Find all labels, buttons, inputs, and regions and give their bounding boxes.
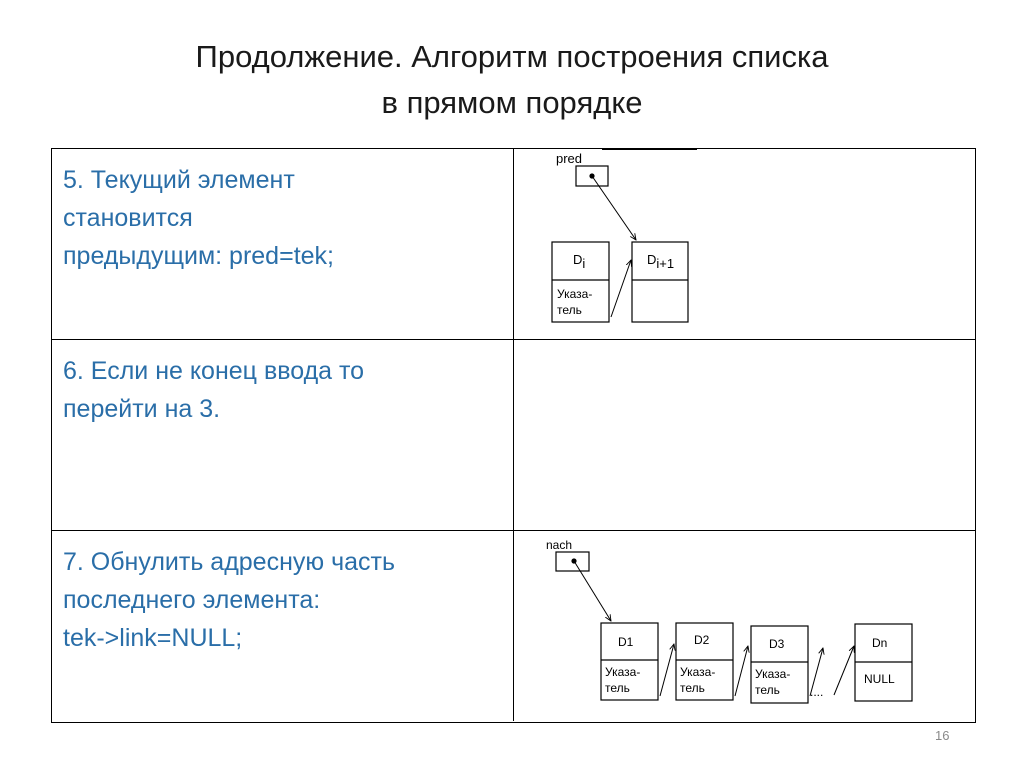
node-di-next-line-2: тель (557, 303, 582, 317)
node-d2-label: D2 (694, 633, 710, 647)
nach-arrow (574, 561, 611, 621)
node-di-plus-1-label: Di+1 (647, 252, 675, 271)
step-5-diagram (514, 149, 975, 339)
step-5-text (52, 149, 514, 339)
step-7-line-3: tek->link=NULL; (63, 624, 243, 652)
di-to-di1-arrow (611, 260, 631, 317)
table-row-step-5 (52, 149, 975, 340)
step-7-text (52, 531, 514, 721)
d1-to-d2-arrow (660, 644, 674, 696)
node-d1 (601, 623, 658, 700)
step-6-line-1: 6. Если не конец ввода то (63, 357, 365, 385)
node-di-plus-1-box (632, 242, 688, 322)
step-5-line-1: 5. Текущий элемент (63, 166, 295, 194)
step-7-line-2: последнего элемента: (63, 586, 321, 614)
page-number: 16 (935, 728, 950, 743)
to-dn-arrow (834, 646, 854, 695)
slide-title-line-2: в прямом порядке (381, 85, 643, 120)
step-7-diagram (514, 531, 975, 721)
node-di-plus-1 (632, 242, 688, 322)
step-5-line-3: предыдущим: pred=tek; (63, 242, 334, 270)
nach-label: nach (546, 538, 573, 552)
node-d2-next-line-1: Указа- (680, 665, 716, 679)
node-d1-next-line-2: тель (605, 681, 630, 695)
step-7-diagram-svg (514, 531, 975, 721)
step-5-diagram-svg (514, 149, 975, 339)
algorithm-table (51, 148, 976, 723)
node-di-next-line-1: Указа- (557, 287, 593, 301)
node-d3 (751, 626, 808, 703)
node-dn (855, 624, 912, 701)
node-d1-next-line-1: Указа- (605, 665, 641, 679)
node-d3-next-line-1: Указа- (755, 667, 791, 681)
step-5-line-2: становится (63, 204, 193, 232)
node-d2-next-line-2: тель (680, 681, 705, 695)
node-di (552, 242, 609, 322)
node-di-label: Di (573, 252, 586, 271)
step-7-line-1: 7. Обнулить адресную часть (63, 548, 395, 576)
node-dn-label: Dn (872, 636, 888, 650)
step-6-diagram-empty (514, 340, 975, 530)
pred-label: pred (556, 151, 583, 166)
node-d1-label: D1 (618, 635, 634, 649)
node-d3-next-line-2: тель (755, 683, 780, 697)
table-row-step-6 (52, 340, 975, 531)
slide-title-line-1: Продолжение. Алгоритм построения списка (195, 39, 829, 74)
step-6-line-2: перейти на 3. (63, 395, 221, 423)
ellipsis: .... (810, 685, 824, 699)
pred-arrow (592, 176, 636, 240)
d2-to-d3-arrow (735, 646, 748, 696)
step-6-text (52, 340, 514, 530)
table-row-step-7 (52, 531, 975, 721)
node-dn-null-label: NULL (864, 672, 895, 686)
slide-title (0, 34, 1024, 126)
node-d3-label: D3 (769, 637, 785, 651)
node-d2 (676, 623, 733, 700)
